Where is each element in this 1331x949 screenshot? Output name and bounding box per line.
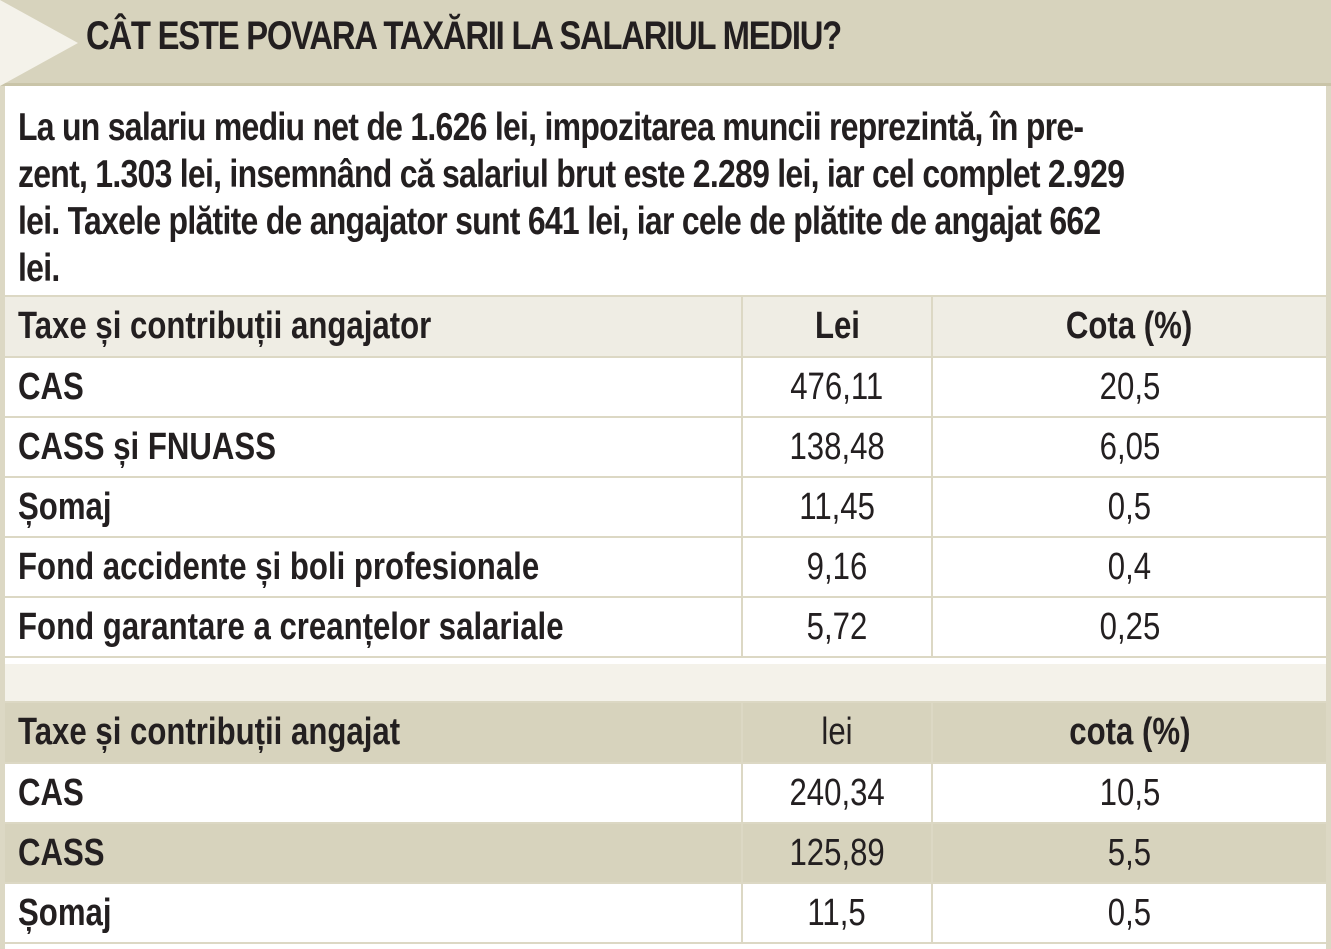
row-lei: 11,5 [742, 883, 932, 943]
row-lei: 240,34 [742, 763, 932, 823]
employee-contributions-table [5, 703, 1326, 944]
row-lei: 125,89 [742, 823, 932, 883]
column-header-label: Taxe și contribuții angajat [5, 703, 742, 763]
row-label: Șomaj [5, 883, 742, 943]
column-header-lei: Lei [742, 297, 932, 357]
column-header-lei: lei [742, 703, 932, 763]
table-row [5, 357, 1326, 417]
table-row [5, 823, 1326, 883]
row-cota: 6,05 [932, 417, 1326, 477]
arrow-marker-icon [0, 0, 78, 86]
table-row [5, 417, 1326, 477]
row-label: CASS și FNUASS [5, 417, 742, 477]
column-header-cota: cota (%) [932, 703, 1326, 763]
employer-contributions-table [5, 297, 1326, 658]
table-header-row [5, 703, 1326, 763]
row-lei: 9,16 [742, 537, 932, 597]
intro-paragraph: La un salariu mediu net de 1.626 lei, impozitarea muncii reprezintă, în pre-zent, 1.303 lei, insemnând că salariul brut este 2.289 lei, iar cel complet 2.929 lei. Taxele plătite de angajator sunt 641 lei, iar cele de plătite de angajat 662 lei. [18, 106, 1125, 290]
row-cota: 0,5 [932, 883, 1326, 943]
row-cota: 0,4 [932, 537, 1326, 597]
table-row [5, 883, 1326, 943]
row-cota: 5,5 [932, 823, 1326, 883]
row-cota: 10,5 [932, 763, 1326, 823]
title-bar [0, 0, 1331, 86]
row-cota: 20,5 [932, 357, 1326, 417]
column-header-label: Taxe și contribuții angajator [5, 297, 742, 357]
page-title: CÂT ESTE POVARA TAXĂRII LA SALARIUL MEDIU? [86, 14, 841, 58]
table-row [5, 763, 1326, 823]
row-cota: 0,25 [932, 597, 1326, 657]
row-lei: 11,45 [742, 477, 932, 537]
row-cota: 0,5 [932, 477, 1326, 537]
row-label: CAS [5, 357, 742, 417]
column-header-cota: Cota (%) [932, 297, 1326, 357]
table-row [5, 537, 1326, 597]
row-label: Șomaj [5, 477, 742, 537]
row-lei: 476,11 [742, 357, 932, 417]
row-label: CAS [5, 763, 742, 823]
row-label: Fond accidente și boli profesionale [5, 537, 742, 597]
table-spacer [5, 664, 1326, 703]
table-row [5, 597, 1326, 657]
row-label: Fond garantare a creanțelor salariale [5, 597, 742, 657]
row-lei: 5,72 [742, 597, 932, 657]
table-header-row [5, 297, 1326, 357]
row-lei: 138,48 [742, 417, 932, 477]
table-row [5, 477, 1326, 537]
row-label: CASS [5, 823, 742, 883]
